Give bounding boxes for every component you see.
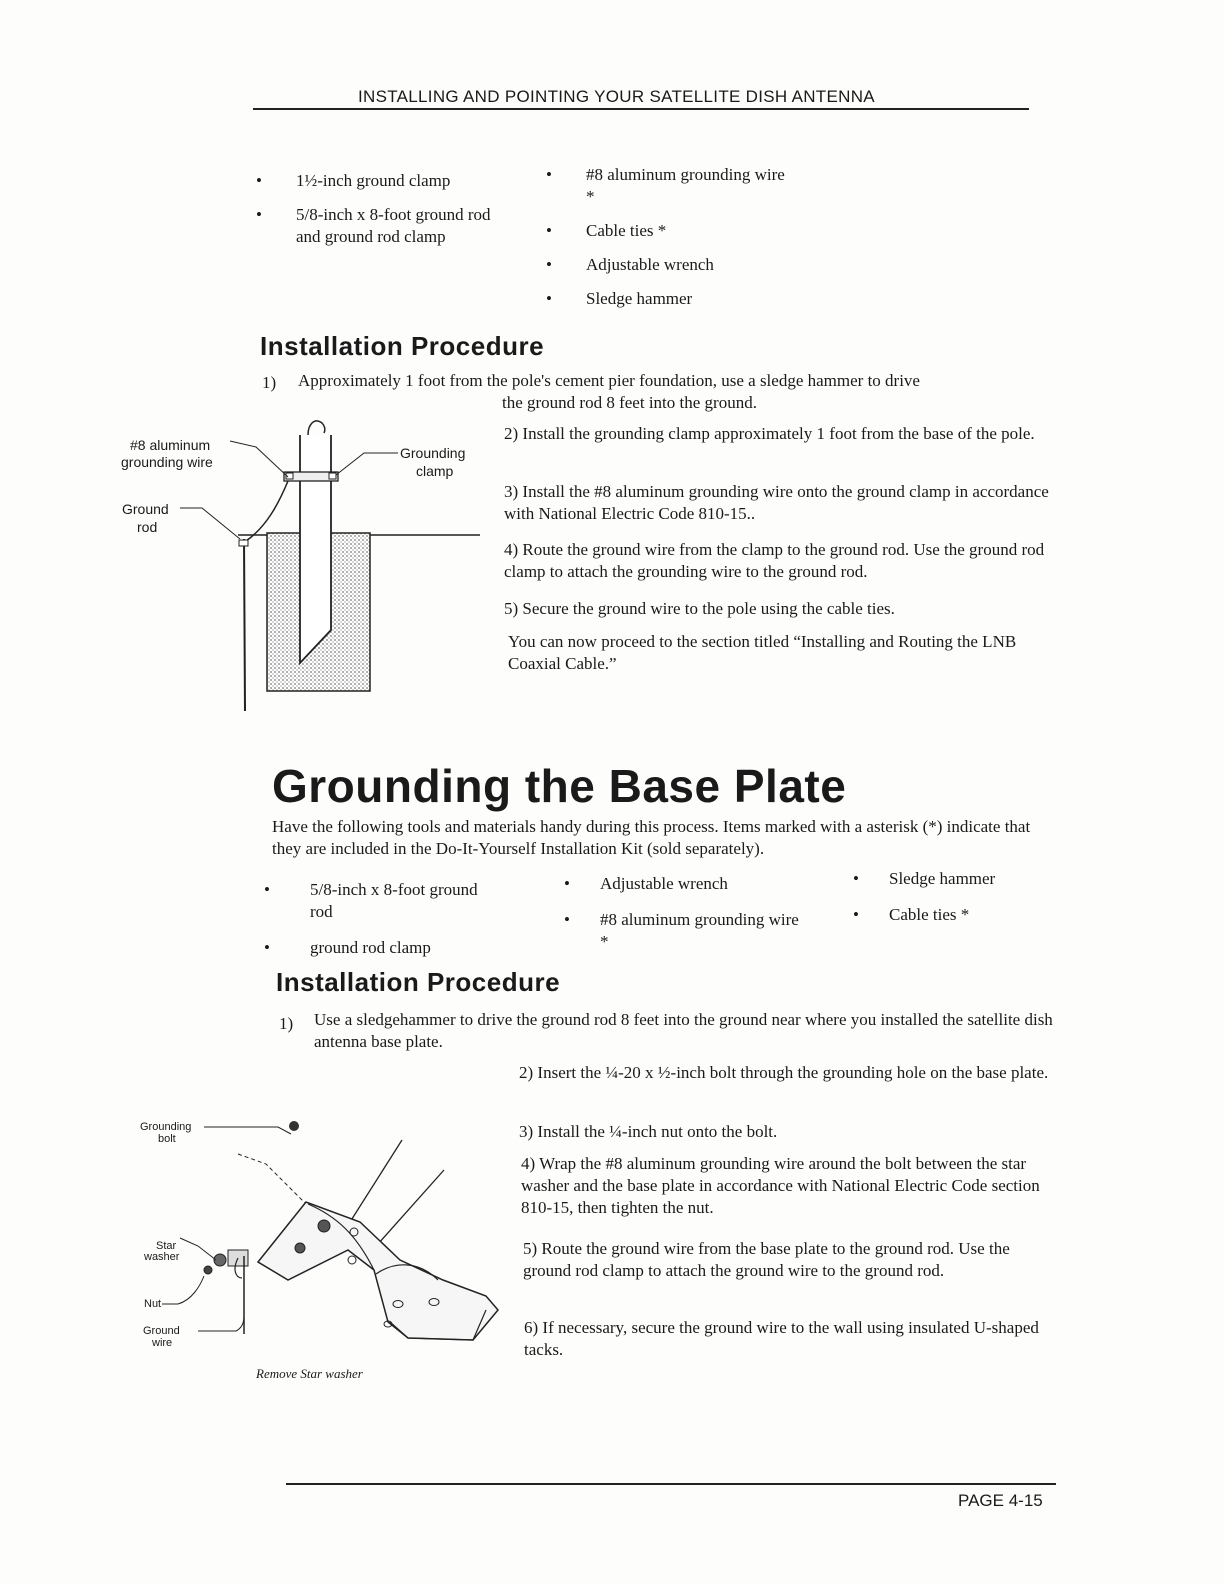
- figure-label: bolt: [158, 1133, 176, 1145]
- figure-caption: Remove Star washer: [256, 1366, 363, 1381]
- figure-label: rod: [137, 519, 158, 535]
- step-text: 4) Wrap the #8 aluminum grounding wire around the bolt between the star washer and the base plate in accordance with National Electric Code section 810-15, then tighten the nut.: [521, 1154, 1040, 1217]
- materials-list-left: [256, 170, 496, 260]
- materials-list-col1: [264, 879, 484, 971]
- list-item: • Adjustable wrench: [564, 873, 804, 895]
- figure-label: washer: [144, 1251, 180, 1263]
- list-item: • Sledge hammer: [546, 288, 786, 310]
- header-rule: [253, 108, 1029, 110]
- list-item: • #8 aluminum grounding wire *: [546, 164, 786, 208]
- step-number: 1): [262, 373, 277, 392]
- pole: [300, 435, 331, 663]
- running-header: INSTALLING AND POINTING YOUR SATELLITE DISH ANTENNA: [358, 87, 875, 106]
- step-text: Use a sledgehammer to drive the ground rod 8 feet into the ground near where you installed the satellite dish antenna base plate.: [314, 1010, 1053, 1051]
- step-text: 5) Route the ground wire from the base plate to the ground rod. Use the ground rod clamp to attach the ground wire to the ground rod.: [523, 1239, 1010, 1280]
- figure-label: wire: [152, 1337, 173, 1349]
- materials-list-right: [546, 164, 786, 322]
- step-text: 3) Install the #8 aluminum grounding wire onto the ground clamp in accordance with National Electric Code 810-15..: [504, 482, 1049, 523]
- ground-rod: [244, 539, 245, 711]
- list-item: • Adjustable wrench: [546, 254, 786, 276]
- figure-label: #8 aluminum: [130, 437, 211, 453]
- step-number: 1): [279, 1014, 294, 1033]
- list-item: • ground rod clamp: [264, 937, 484, 959]
- figure-label: Ground: [143, 1325, 180, 1337]
- materials-list-col3: [853, 868, 1053, 938]
- list-item: • Cable ties *: [853, 904, 1053, 926]
- section-heading: Installation Procedure: [276, 967, 561, 997]
- figure-label: grounding wire: [121, 454, 213, 470]
- figure-label: Star: [156, 1240, 177, 1252]
- page-number: PAGE 4-15: [958, 1491, 1043, 1510]
- step-text: 4) Route the ground wire from the clamp to the ground rod. Use the ground rod clamp to attach the grounding wire to the ground rod.: [504, 540, 1045, 581]
- list-item: • 5/8-inch x 8-foot ground rod and ground rod clamp: [256, 204, 496, 248]
- materials-list-col2: [564, 873, 804, 965]
- intro-paragraph: Have the following tools and materials handy during this process. Items marked with a asterisk (*) indicate that they are included in the Do-It-Yourself Installation Kit (sold separately).: [272, 817, 1031, 858]
- list-item: • Cable ties *: [546, 220, 786, 242]
- base-plate: [258, 1202, 498, 1340]
- base-plate-figure: [138, 1110, 508, 1380]
- list-item: • 5/8-inch x 8-foot ground rod: [264, 879, 484, 923]
- figure-label: Grounding: [140, 1121, 192, 1133]
- step-text: 2) Insert the ¼-20 x ½-inch bolt through the grounding hole on the base plate.: [519, 1063, 1049, 1082]
- list-item: • #8 aluminum grounding wire *: [564, 909, 804, 953]
- figure-label: Grounding: [400, 445, 466, 461]
- step-text: 2) Install the grounding clamp approximately 1 foot from the base of the pole.: [504, 424, 1035, 443]
- figure-label: Nut: [144, 1298, 162, 1310]
- list-item: • Sledge hammer: [853, 868, 1053, 890]
- figure-label: clamp: [416, 463, 454, 479]
- figure-label: Ground: [122, 501, 169, 517]
- step-text: 3) Install the ¼-inch nut onto the bolt.: [519, 1122, 778, 1141]
- page-title: Grounding the Base Plate: [272, 760, 847, 812]
- step-text: Approximately 1 foot from the pole's cement pier foundation, use a sledge hammer to drive: [298, 371, 920, 390]
- section-heading: Installation Procedure: [260, 331, 545, 361]
- step-text: 5) Secure the ground wire to the pole using the cable ties.: [504, 599, 895, 618]
- list-item: • 1½-inch ground clamp: [256, 170, 496, 192]
- grounding-wire: [246, 481, 288, 541]
- footer-rule: [286, 1483, 1056, 1485]
- step-text: the ground rod 8 feet into the ground.: [502, 393, 757, 412]
- closing-text: You can now proceed to the section titled “Installing and Routing the LNB Coaxial Cable.”: [508, 632, 1017, 673]
- step-text: 6) If necessary, secure the ground wire to the wall using insulated U-shaped tacks.: [524, 1318, 1039, 1359]
